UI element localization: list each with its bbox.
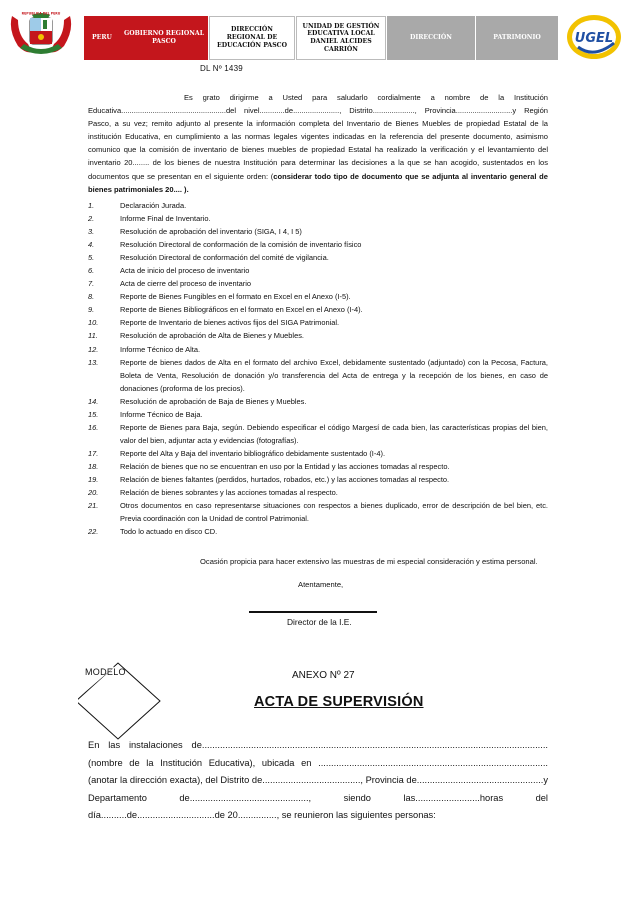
list-item: 8. Reporte de Bienes Fungibles en el formato en Excel en el Anexo (I-5). bbox=[88, 292, 351, 302]
list-item: 20. Relación de bienes sobrantes y las acciones tomadas al respecto. bbox=[88, 488, 338, 498]
intro-text: Es grato dirigirme a Usted para saludarlo cordialmente a nombre de la Institución Educativa..................................................del nivel............de......................, Distrito...................., Provincia...........................y Región Pasco, a su vez; remito adjunto al presente la información completa del Inventario de Bienes Muebles de propiedad Estatal de la institución Educativa, en cumplimiento a las normas legales vigentes indicadas en la referencia del presente documento, asimismo comunico que la comisión de inventario de bienes muebles de propiedad Estatal ha realizado la verificación y el levantamiento del inventario 20........ de los bienes de nuestra Institución para determinar las decisiones a la que se han acogido, sustentados en los documentos que se presentan en el siguiente orden: ( bbox=[88, 93, 548, 181]
acta-paragraph: En las instalaciones de...................................................................................................................................... (nombre de la Institución Educativa), ubicada en ......................................................................................... (anotar la dirección exacta), del Distrito de......................................, Provincia de.................................................y Departamento de.............................................., siendo las.........................horas del día..........de..............................de 20..............., se reunieron las siguientes personas: bbox=[88, 740, 548, 821]
salutation: Atentamente, bbox=[298, 580, 344, 589]
signature-label: Director de la I.E. bbox=[287, 617, 352, 627]
header-box-patrimonio: PATRIMONIO bbox=[476, 16, 558, 60]
list-item: 19. Relación de bienes faltantes (perdidos, hurtados, robados, etc.) y las acciones tomadas al respecto. bbox=[88, 474, 450, 484]
peru-coat-of-arms-icon bbox=[10, 10, 72, 58]
list-item: 7. Acta de cierre del proceso de inventario bbox=[88, 279, 252, 289]
list-item: 2. Informe Final de Inventario. bbox=[88, 214, 211, 224]
list-item: 6. Acta de inicio del proceso de inventario bbox=[88, 266, 250, 276]
list-item: 12. Informe Técnico de Alta. bbox=[88, 344, 201, 354]
signature-line bbox=[249, 611, 377, 613]
list-item: 13. Reporte de bienes dados de Alta en el formato del archivo Excel, debidamente sustentado (adjuntado) con la Pecosa, Factura, Boleta de Venta, Resolución de donación y/o transferencia del Acta de entrega y la recepción de los bienes, en caso de donaciones (proforma de los precios). bbox=[88, 357, 548, 393]
list-item: 1. Declaración Jurada. bbox=[88, 201, 187, 210]
list-item: 17. Reporte del Alta y Baja del inventario bibliográfico debidamente sustentado (I-4). bbox=[88, 448, 386, 458]
list-item: 3. Resolución de aprobación del inventario (SIGA, I 4, I 5) bbox=[88, 227, 302, 237]
closing-sentence: Ocasión propicia para hacer extensivo las muestras de mi especial consideración y estima personal. bbox=[200, 557, 538, 566]
list-item: 5. Resolución Directoral de conformación del comité de vigilancia. bbox=[88, 253, 329, 263]
list-item: 16. Reporte de Bienes para Baja, según. Debiendo especificar el código Margesí de cada bien, las características propias del bien, valor del bien, adjuntar acta y evidencias (fotografías). bbox=[88, 422, 548, 445]
intro-paragraph bbox=[88, 91, 548, 196]
crest-text: REPUBLICA DEL PERU bbox=[21, 11, 61, 16]
acta-title: ACTA DE SUPERVISIÓN bbox=[254, 694, 424, 710]
anexo-label: ANEXO Nº 27 bbox=[292, 670, 355, 681]
header-box-direccion-regional: DIRECCIÓN REGIONAL DE EDUCACIÓN PASCO bbox=[209, 16, 295, 60]
header-box-direccion: DIRECCIÓN bbox=[387, 16, 475, 60]
header-box-peru: PERU bbox=[84, 16, 120, 60]
ugel-logo-text: UGEL bbox=[574, 31, 614, 46]
header-box-ugel: UNIDAD DE GESTIÓN EDUCATIVA LOCAL DANIEL ALCIDES CARRIÓN bbox=[296, 16, 386, 60]
list-item: 4. Resolución Directoral de conformación de la comisión de inventario físico bbox=[88, 240, 362, 250]
list-item: 14. Resolución de aprobación de Baja de Bienes y Muebles. bbox=[88, 396, 307, 406]
header-box-gobierno-regional: GOBIERNO REGIONAL PASCO bbox=[120, 16, 208, 60]
modelo-stamp-label: MODELO bbox=[85, 667, 126, 677]
list-item: 21. Otros documentos en caso representarse situaciones con respectos a bienes duplicado, error de descripción de bel bien, etc. Previa coordinación con la Unidad de control Patrimonial. bbox=[88, 501, 548, 524]
list-item: 22. Todo lo actuado en disco CD. bbox=[88, 527, 218, 537]
document-list bbox=[88, 199, 548, 538]
ugel-logo-icon bbox=[566, 13, 622, 61]
intro-bold-text: considerar todo tipo de documento que se adjunta al inventario general de bienes patrimoniales 20.... ). bbox=[88, 171, 548, 194]
list-item: 11. Resolución de aprobación de Alta de Bienes y Muebles. bbox=[88, 331, 304, 341]
list-item: 18. Relación de bienes que no se encuentran en uso por la Entidad y las acciones tomadas al respecto. bbox=[88, 461, 450, 471]
list-item: 10. Reporte de Inventario de bienes activos fijos del SIGA Patrimonial. bbox=[88, 318, 340, 328]
list-item: 15. Informe Técnico de Baja. bbox=[88, 409, 203, 419]
list-item: 9. Reporte de Bienes Bibliográficos en el formato en Excel en el Anexo (I-4). bbox=[88, 305, 363, 315]
letterhead bbox=[0, 0, 638, 62]
reference-number: DL Nº 1439 bbox=[200, 64, 243, 73]
